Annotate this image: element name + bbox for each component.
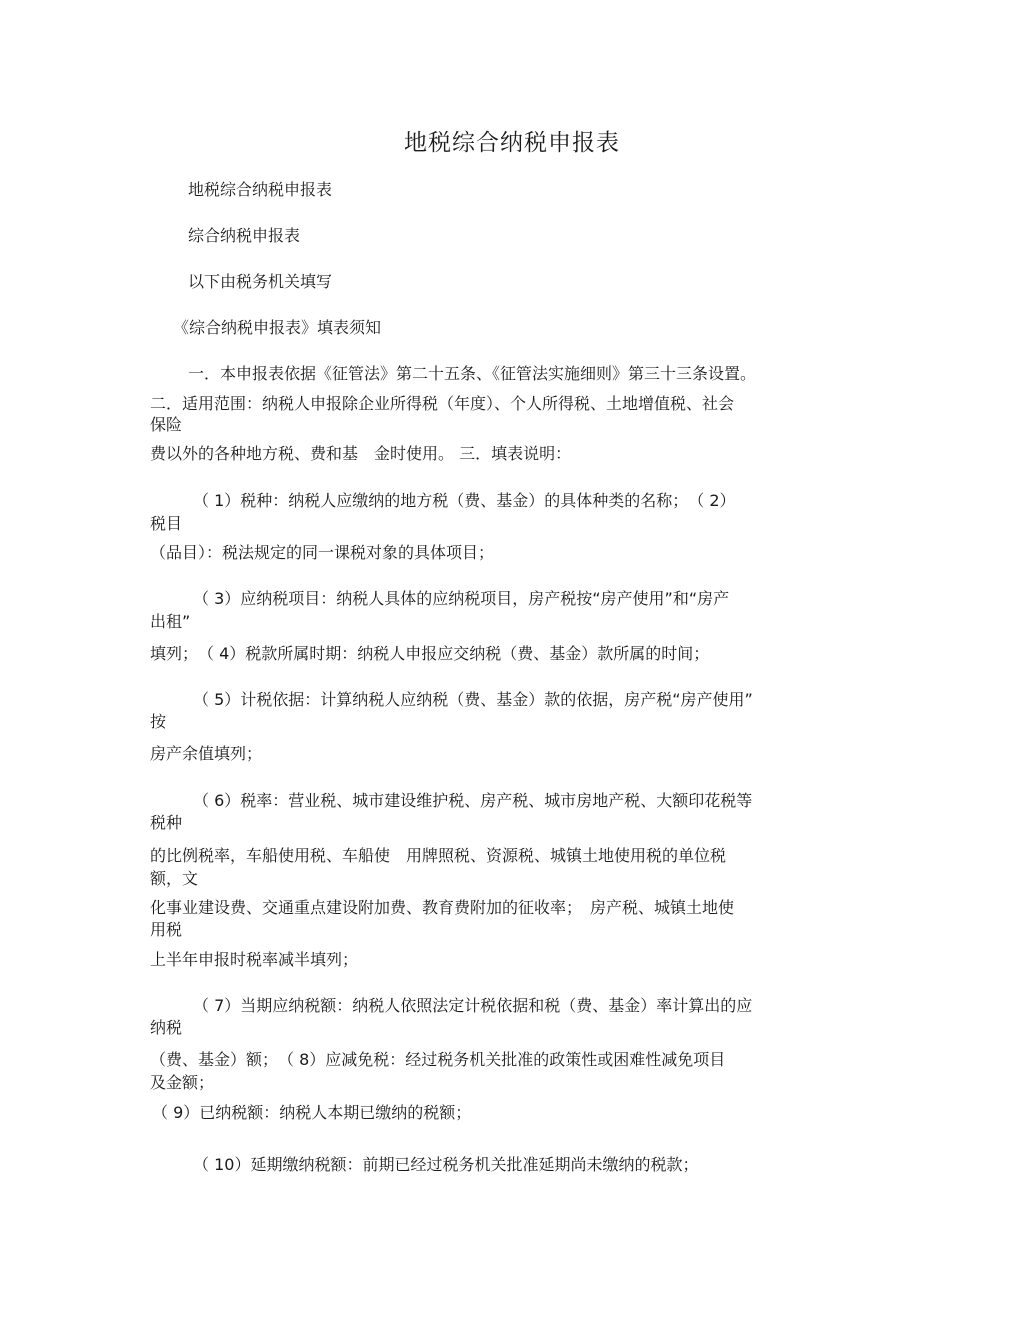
paragraph-line: （ 10）延期缴纳税额：前期已经过税务机关批准延期尚未缴纳的税款； — [193, 1155, 699, 1174]
paragraph-line: （ 9）已纳税额：纳税人本期已缴纳的税额； — [152, 1103, 472, 1122]
paragraph-line: 及金额； — [150, 1073, 215, 1092]
paragraph-line: 税目 — [150, 514, 183, 533]
paragraph-line: （费、基金）额； （ 8）应减免税：经过税务机关批准的政策性或困难性减免项目 — [150, 1050, 726, 1069]
paragraph-line: （ 3）应纳税项目：纳税人具体的应纳税项目，房产税按“房产使用”和“房产 — [193, 589, 730, 608]
paragraph-line: 二．适用范围：纳税人申报除企业所得税（年度）、个人所得税、土地增值税、社会 — [150, 394, 735, 413]
paragraph-line: 房产余值填列； — [150, 744, 263, 763]
paragraph-line: 额，文 — [150, 869, 199, 888]
paragraph-line: 以下由税务机关填写 — [188, 272, 333, 291]
paragraph-line: 出租” — [150, 612, 191, 631]
paragraph-line: 用税 — [150, 920, 183, 939]
paragraph-line: 一．本申报表依据《征管法》第二十五条、《征管法实施细则》第三十三条设置。 — [188, 364, 757, 383]
paragraph-line: 上半年申报时税率减半填列； — [150, 950, 359, 969]
paragraph-line: （ 1）税种：纳税人应缴纳的地方税（费、基金）的具体种类的名称； （ 2） — [193, 491, 736, 510]
paragraph-line: 纳税 — [150, 1018, 183, 1037]
page-title: 地税综合纳税申报表 — [404, 130, 620, 156]
paragraph-line: 综合纳税申报表 — [188, 226, 301, 245]
paragraph-line: 税种 — [150, 813, 183, 832]
paragraph-line: 化事业建设费、交通重点建设附加费、教育费附加的征收率； 房产税、城镇土地使 — [150, 898, 735, 917]
paragraph-line: 的比例税率，车船使用税、车船使 用牌照税、资源税、城镇土地使用税的单位税 — [150, 846, 727, 865]
paragraph-line: （ 5）计税依据：计算纳税人应纳税（费、基金）款的依据，房产税“房产使用” — [193, 690, 753, 709]
paragraph-line: 地税综合纳税申报表 — [188, 180, 333, 199]
paragraph-line: 费以外的各种地方税、费和基 金时使用。 三．填表说明： — [150, 444, 572, 463]
paragraph-line: 保险 — [150, 415, 183, 434]
paragraph-line: （ 6）税率：营业税、城市建设维护税、房产税、城市房地产税、大额印花税等 — [193, 791, 753, 810]
paragraph-line: 《综合纳税申报表》填表须知 — [173, 318, 382, 337]
paragraph-line: 填列； （ 4）税款所属时期：纳税人申报应交纳税（费、基金）款所属的时间； — [150, 644, 710, 663]
paragraph-line: 按 — [150, 712, 167, 731]
paragraph-line: （品目）：税法规定的同一课税对象的具体项目； — [150, 543, 495, 562]
paragraph-line: （ 7）当期应纳税额：纳税人依照法定计税依据和税（费、基金）率计算出的应 — [193, 996, 753, 1015]
